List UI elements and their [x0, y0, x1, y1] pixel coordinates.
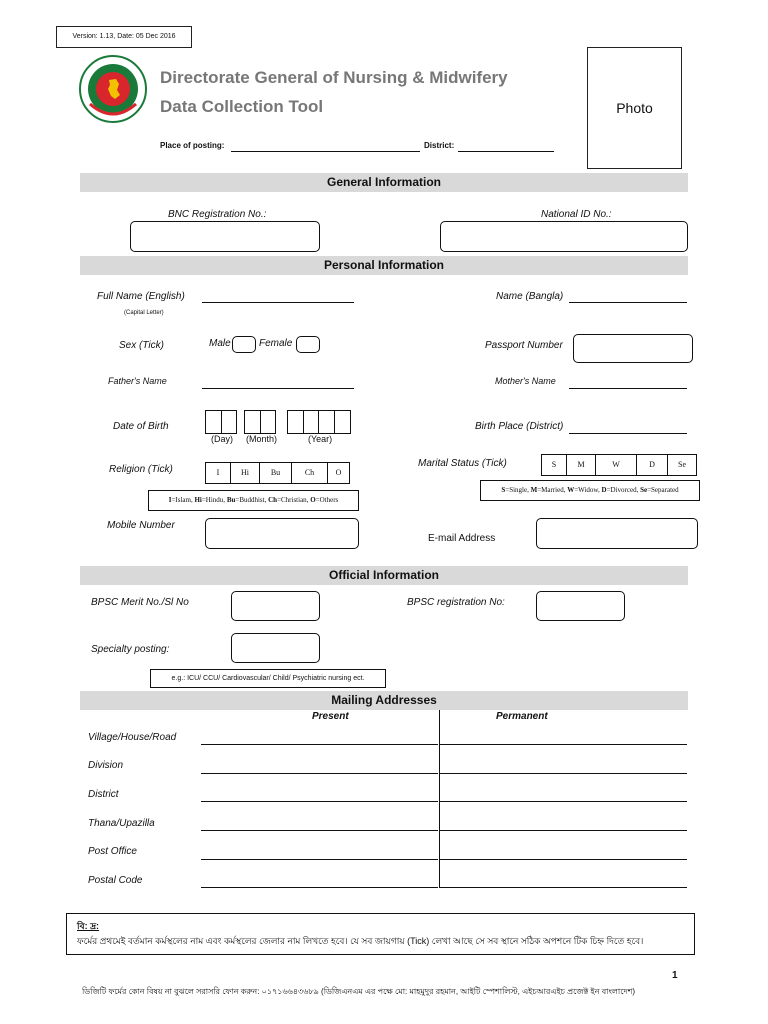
father-name-field[interactable]	[202, 388, 354, 389]
section-official-information: Official Information	[80, 566, 688, 585]
permanent-postal-code-field[interactable]	[440, 887, 687, 888]
specialty-example-note: e.g.: ICU/ CCU/ Cardiovascular/ Child/ Psychiatric nursing ect.	[150, 669, 386, 688]
district-label: District:	[424, 141, 455, 150]
specialty-posting-input[interactable]	[231, 633, 320, 663]
birth-place-label: Birth Place (District)	[475, 421, 564, 432]
present-division-field[interactable]	[201, 773, 438, 774]
name-bangla-label: Name (Bangla)	[496, 291, 564, 302]
dob-month-boxes[interactable]	[244, 410, 276, 432]
bpsc-registration-input[interactable]	[536, 591, 625, 621]
note-text: ফর্মের প্রথমেই বর্তমান কর্মস্থলের নাম এবং কর্মস্থলের জেলার নাম লিখতে হবে। যে সব জায়গায় (Tick) লেখা আছে সে সব স্থানে সঠিক অপশনে টিক চিহ্ন দিতে হবে।	[77, 936, 644, 946]
permanent-division-field[interactable]	[440, 773, 687, 774]
mother-name-field[interactable]	[569, 388, 687, 389]
help-contact-text: ডিজিটি ফর্মের কোন বিষয় না বুঝলে সরাসরি ফোন করুন: ০১৭১৬৬৪৩৬৮৯ (ডিজিএনএম এর পক্ষে মো: মাহমুদুর রহমান, আইটি স্পেশালিস্ট, এইচআরএইচ প্রজেক্ট ইন বাংলাদেশ)	[82, 987, 636, 996]
bpsc-merit-label: BPSC Merit No./Sl No	[91, 597, 189, 608]
permanent-column-header: Permanent	[496, 711, 548, 722]
place-of-posting-field[interactable]	[231, 151, 420, 152]
full-name-field[interactable]	[202, 302, 354, 303]
present-postal-code-field[interactable]	[201, 887, 438, 888]
dob-year-boxes[interactable]	[287, 410, 351, 432]
version-stamp: Version: 1.13, Date: 05 Dec 2016	[56, 26, 192, 48]
permanent-district-field[interactable]	[440, 801, 687, 802]
bnc-registration-label: BNC Registration No.:	[168, 209, 267, 220]
section-general-information: General Information	[80, 173, 688, 192]
religion-option[interactable]: Hi	[231, 463, 260, 483]
marital-option[interactable]: Se	[678, 460, 686, 469]
religion-legend: I=Islam, Hi=Hindu, Bu=Buddhist, Ch=Christian, O=Others	[148, 490, 359, 511]
specialty-posting-label: Specialty posting:	[91, 644, 170, 655]
bnc-registration-input[interactable]	[130, 221, 320, 252]
present-column-header: Present	[312, 711, 349, 722]
present-district-field[interactable]	[201, 801, 438, 802]
instruction-note-box	[66, 913, 695, 955]
address-row-label: Division	[88, 760, 124, 771]
bpsc-merit-input[interactable]	[231, 591, 320, 621]
address-row-label: Village/House/Road	[88, 732, 177, 743]
religion-option[interactable]: I	[206, 463, 231, 483]
passport-label: Passport Number	[485, 340, 563, 351]
religion-option[interactable]: Bu	[260, 463, 292, 483]
present-thana-field[interactable]	[201, 830, 438, 831]
mother-name-label: Mother's Name	[495, 376, 556, 386]
marital-legend: S=Single, M=Married, W=Widow, D=Divorced, Se=Separated	[480, 480, 700, 501]
female-label: Female	[259, 338, 293, 349]
mobile-number-input[interactable]	[205, 518, 359, 549]
marital-options[interactable]	[541, 454, 697, 476]
marital-option[interactable]: D	[637, 455, 668, 475]
title-line-2: Data Collection Tool	[160, 97, 324, 116]
dob-label: Date of Birth	[113, 421, 169, 432]
permanent-thana-field[interactable]	[440, 830, 687, 831]
photo-box[interactable]	[587, 47, 682, 169]
marital-option[interactable]: M	[567, 455, 596, 475]
full-name-label: Full Name (English)	[97, 291, 185, 302]
national-id-input[interactable]	[440, 221, 688, 252]
father-name-label: Father's Name	[108, 376, 167, 386]
permanent-village-field[interactable]	[440, 744, 687, 745]
title-line-1: Directorate General of Nursing & Midwifery	[160, 68, 508, 87]
religion-options[interactable]	[205, 462, 350, 484]
name-bangla-field[interactable]	[569, 302, 687, 303]
section-mailing-addresses: Mailing Addresses	[80, 691, 688, 710]
present-post-office-field[interactable]	[201, 859, 438, 860]
photo-label: Photo	[616, 100, 653, 116]
year-label: (Year)	[308, 434, 333, 444]
government-seal-logo	[78, 54, 148, 124]
marital-option[interactable]: W	[596, 455, 637, 475]
religion-option[interactable]: O	[335, 468, 342, 477]
national-id-label: National ID No.:	[541, 209, 612, 220]
religion-label: Religion (Tick)	[109, 464, 173, 475]
section-personal-information: Personal Information	[80, 256, 688, 275]
mobile-number-label: Mobile Number	[107, 520, 175, 531]
address-row-label: Post Office	[88, 846, 137, 857]
male-label: Male	[209, 338, 231, 349]
email-input[interactable]	[536, 518, 698, 549]
note-title: বি: দ্র:	[77, 921, 100, 931]
marital-option[interactable]: S	[542, 455, 567, 475]
page-number: 1	[672, 970, 678, 981]
capital-letter-note: (Capital Letter)	[124, 310, 164, 316]
permanent-post-office-field[interactable]	[440, 859, 687, 860]
bpsc-registration-label: BPSC registration No:	[407, 597, 505, 608]
present-village-field[interactable]	[201, 744, 438, 745]
marital-status-label: Marital Status (Tick)	[418, 458, 507, 469]
day-label: (Day)	[211, 434, 233, 444]
birth-place-field[interactable]	[569, 433, 687, 434]
email-label: E-mail Address	[428, 533, 496, 544]
sex-label: Sex (Tick)	[119, 340, 164, 351]
address-column-divider	[439, 710, 440, 888]
month-label: (Month)	[246, 434, 278, 444]
address-row-label: Postal Code	[88, 875, 143, 886]
district-field[interactable]	[458, 151, 554, 152]
place-of-posting-label: Place of posting:	[160, 141, 225, 150]
passport-input[interactable]	[573, 334, 693, 363]
address-row-label: District	[88, 789, 119, 800]
dob-day-boxes[interactable]	[205, 410, 237, 432]
female-checkbox[interactable]	[296, 336, 320, 353]
male-checkbox[interactable]	[232, 336, 256, 353]
religion-option[interactable]: Ch	[292, 463, 328, 483]
address-row-label: Thana/Upazilla	[88, 818, 155, 829]
